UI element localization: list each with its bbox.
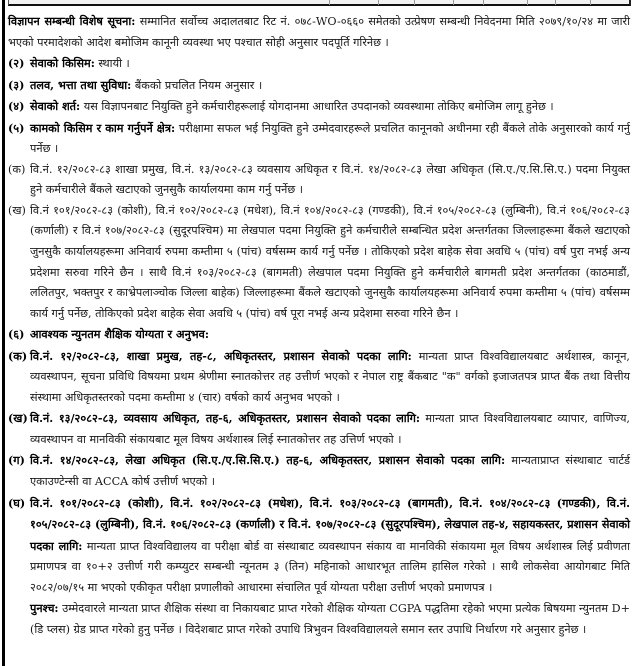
item-text: मान्यता प्राप्त विश्वविद्यालयबाट व्यापार, वाणिज्य, व्यवस्थापन वा मानविकी संकायबाट मूल विषय अर्थशास्त्र लिई स्नातकोत्तर तह उत्तिर्ण भएको । bbox=[30, 412, 630, 446]
qualification-item-gha bbox=[8, 493, 630, 599]
item-text: मान्यताप्राप्त संस्थाबाट चार्टर्ड एकाउण्टेन्सी वा ACCA कोर्ष उत्तीर्ण भएको । bbox=[30, 454, 630, 489]
item-text: वि.नं. १२/२०८२-८३ शाखा प्रमुख, वि.नं. १३/२०८२-८३ व्यवसाय अधिकृत र वि.नं. १४/२०८२-८३ लेखा अधिकृत (सि.ए./ए.सि.सि.ए.) पदमा नियुक्त हुने कर्मचारीले बैंकले खटाएको जुनसुकै कार्यालयमा काम गर्नु पर्नेछ । bbox=[30, 162, 630, 197]
table-cell-divider bbox=[483, 0, 484, 5]
section-text: परीक्षामा सफल भई नियुक्ति हुने उम्मेदवारहरूले प्रचलित कानूनको अधीनमा रही बैंकले तोके अनुसारको कार्य गर्नु पर्नेछ । bbox=[30, 121, 630, 156]
section-text: बैंकको प्रचलित नियम अनुसार । bbox=[131, 78, 263, 92]
table-bottom-edge bbox=[8, 0, 631, 6]
table-cell-divider bbox=[378, 0, 379, 5]
item-title: वि.नं. १३/२०८२-८३, व्यवसाय अधिकृत, तह-६, अधिकृतस्तर, प्रशासन सेवाको पदका लागि: bbox=[30, 411, 421, 426]
table-cell-divider bbox=[555, 0, 556, 5]
postscript-title: पुनश्च: bbox=[30, 601, 59, 616]
section-text: यस विज्ञापनबाट नियुक्ति हुने कर्मचारीहरूलाई योगदानमा आधारित उपदानको व्यवस्थामा तोकिए बमोजिम लागू हुनेछ । bbox=[80, 100, 554, 114]
item-text: वि.नं १०१/२०८२-८३ (कोशी), वि.नं १०२/२०८२-८३ (मधेश), वि.नं १०४/२०८२-८३ (गण्डकी), वि.नं १०५/२०८२-८३ (लुम्बिनी), वि.नं १०६/२०८२-८३ (कर्णाली) र वि.नं १०७/२०८२-८३ (सुदूरपश्चिम) मा लेखपाल पदमा नियुक्ति हुने कर्मचारीले सम्बन्धित प्रदेश अन्तर्गतका जिल्लाहरूमा बैंकले खटाएको जुनसुकै कार्यालयहरूमा अनिवार्य रुपमा कम्तीमा ५ (पांच) वर्षसम्म कार्य गर्नु पर्नेछ । तोकिएको प्रदेश बाहेक सेवा अवधि ५ (पांच) वर्ष पुरा नभई अन्य प्रदेशमा सरुवा गरिने छैन । साथै वि.नं १०३/२०८२-८३ (बागमती) लेखपाल पदमा नियुक्ति हुने कर्मचारीले बागमती प्रदेश अन्तर्गतका (काठमाडौं, ललितपुर, भक्तपुर र काभ्रेपलाञ्चोक जिल्ला बाहेक) जिल्लाहरूमा बैंकले खटाएको जुनसुकै कार्यालयहरूमा अनिवार्य रुपमा कम्तीमा ५ (पांच) वर्षसम्म कार्य गर्नु पर्नेछ, तोकिएको प्रदेश बाहेक सेवा अवधि ५ (पांच) वर्ष पूरा नभई अन्य प्रदेशमा सरुवा गरिने छैन । bbox=[30, 203, 630, 320]
table-cell-divider bbox=[527, 0, 528, 5]
section-work-nature bbox=[8, 118, 630, 160]
work-area-item-ka bbox=[8, 160, 630, 201]
item-number: (ख) bbox=[8, 203, 26, 217]
postscript-text: उम्मेदवारले मान्यता प्राप्त शैक्षिक संस्था वा निकायबाट प्राप्त गरेको शैक्षिक योग्यता CGPA पद्धतिमा रहेको भएमा प्रत्येक बिषयमा न्युनतम D+ (डि प्लस) ग्रेड प्राप्त गरेको हुनु पर्नेछ । विदेशबाट प्राप्त गरेको उपाधि त्रिभुवन विश्वविद्यालयले समान स्तर उपाधि निर्धारण गरे अनुसार हुनेछ । bbox=[30, 602, 630, 636]
advertisement-document bbox=[8, 11, 630, 640]
item-number: (ख) bbox=[8, 411, 28, 426]
item-title: वि.नं. १२/२०८२-८३, शाखा प्रमुख, तह-८, अधिकृतस्तर, प्रशासन सेवाको पदका लागि: bbox=[30, 348, 412, 363]
section-number: (६) bbox=[8, 327, 25, 342]
section-service-condition bbox=[8, 96, 630, 118]
section-title: सेवाको शर्त: bbox=[30, 99, 81, 114]
section-number: (५) bbox=[8, 120, 25, 135]
table-cell-divider bbox=[590, 0, 591, 5]
section-title: सेवाको किसिम: bbox=[30, 56, 95, 71]
section-number: (२) bbox=[8, 56, 25, 71]
qualification-item-kha bbox=[8, 408, 630, 450]
item-number: (ग) bbox=[8, 453, 25, 468]
table-cell-divider bbox=[414, 0, 415, 5]
special-notice-text: सम्मानित सर्वोच्च अदालतबाट रिट नं. ०७८-WO-०६६० समेतको उत्प्रेषण सम्बन्धी निवेदनमा मिति २०७९/१०/२४ मा जारी भएको परमादेशको आदेश बमोजिम कानूनी व्यवस्था भए पश्चात सोही अनुसार पदपूर्ति गरिनेछ । bbox=[8, 15, 630, 49]
item-number: (घ) bbox=[8, 495, 26, 510]
qualification-item-ka bbox=[8, 346, 630, 409]
postscript-indent bbox=[8, 598, 30, 640]
section-title: तलव, भत्ता तथा सुविधा: bbox=[30, 77, 132, 92]
section-title: आवश्यक न्युनतम शैक्षिक योग्यता र अनुभव: bbox=[30, 327, 209, 342]
table-cell-divider bbox=[329, 0, 330, 5]
section-text: स्थायी । bbox=[94, 57, 130, 71]
section-salary bbox=[8, 75, 630, 97]
qualification-item-ga bbox=[8, 450, 630, 492]
item-text: मान्यता प्राप्त विश्वविद्यालयबाट अर्थशास्त्र, कानून, व्यवस्थापन, सूचना प्रविधि विषयमा प्रथम श्रेणीमा स्नातकोत्तर तह उत्तीर्ण भएको र नेपाल राष्ट्र बैंकबाट "क" वर्गको इजाजतपत्र प्राप्त बैंक तथा वित्तीय संस्थामा अधिकृतस्तरको पदमा कम्तीमा ४ (चार) वर्षको कार्य अनुभव भएको । bbox=[30, 349, 630, 404]
item-text: मान्यता प्राप्त विश्वविद्यालय वा परीक्षा बोर्ड वा संस्थाबाट व्यवस्थापन संकाय वा मानविकी संकायमा मूल विषय अर्थशास्त्र लिई प्रवीणता प्रमाणपत्र वा १०+२ उत्तीर्ण गरी कम्प्युटर सम्बन्धी न्यूनतम ३ (तिन) महिनाको आधारभूत तालिम हासिल गरेको । साथै लोकसेवा आयोगबाट मिति २०८२/०७/१५ मा भएको एकीकृत परीक्षा प्रणालीको आधारमा संचालित पूर्व योग्यता परीक्षा उत्तीर्ण भएको प्रमाणपत्र । bbox=[30, 539, 630, 594]
item-number: (क) bbox=[8, 348, 28, 363]
item-number: (क) bbox=[8, 162, 26, 176]
item-title: वि.नं. १०१/२०८२-८३ (कोशी), वि.नं. १०२/२०८२-८३ (मधेश), वि.नं. १०३/२०८२-८३ (बागमती), वि.नं. १०४/२०८२-८३ (गण्डकी), वि.नं. १०५/२०८२-८३ (लुम्बिनी), वि.नं. १०६/२०८२-८३ (कर्णाली) र वि.नं. १०७/२०८२-८३ (सुदूरपश्चिम), लेखपाल तह-४, सहायकस्तर, प्रशासन सेवाको पदका लागि: bbox=[30, 495, 630, 553]
section-number: (४) bbox=[8, 99, 25, 114]
section-qualification bbox=[8, 324, 630, 346]
left-border-rule bbox=[2, 0, 5, 666]
postscript bbox=[8, 598, 630, 640]
section-title: कामको किसिम र काम गर्नुपर्ने क्षेत्र: bbox=[30, 120, 176, 135]
table-cell-divider bbox=[453, 0, 454, 5]
special-notice bbox=[8, 11, 630, 53]
section-service-type bbox=[8, 53, 630, 75]
item-title: वि.नं. १४/२०८२-८३, लेखा अधिकृत (सि.ए./ए.सि.सि.ए.) तह-६, अधिकृतस्तर, प्रशासन सेवाको पदका लागि: bbox=[30, 453, 506, 468]
work-area-item-kha bbox=[8, 201, 630, 324]
special-notice-title: विज्ञापन सम्बन्धी विशेष सूचना: bbox=[8, 14, 136, 28]
section-number: (३) bbox=[8, 77, 25, 92]
